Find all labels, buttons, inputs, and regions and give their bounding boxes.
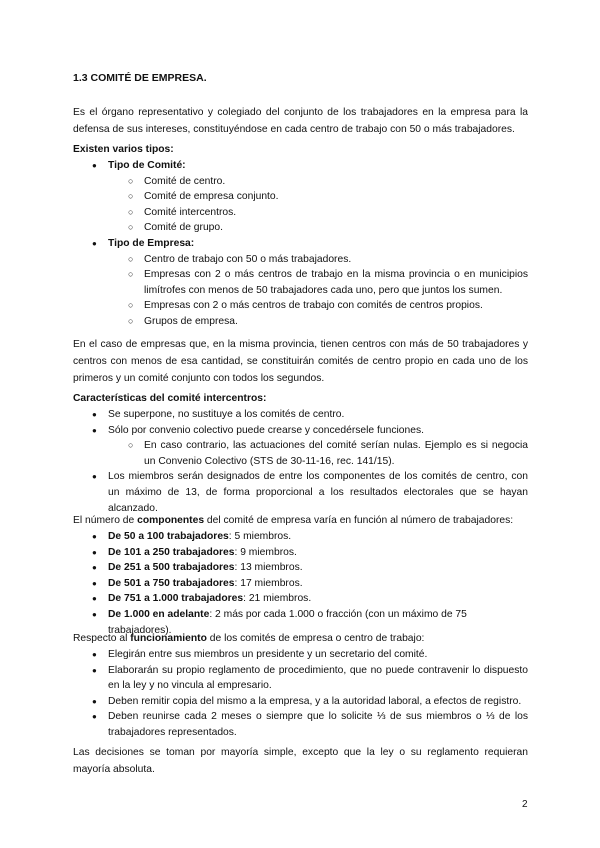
list-item: ● Elegirán entre sus miembros un presidente y un secretario del comité. <box>73 647 528 663</box>
circle-bullet-icon: ○ <box>128 440 134 451</box>
circle-bullet-icon: ○ <box>128 175 134 186</box>
list-item: ● Se superpone, no sustituye a los comités de centro. <box>73 407 528 423</box>
bullet-icon: ● <box>92 665 97 675</box>
funcionamiento-section <box>73 630 528 741</box>
list-item: ● De 50 a 100 trabajadores: 5 miembros. <box>73 529 528 545</box>
list-item: ● De 751 a 1.000 trabajadores: 21 miembros. <box>73 591 528 607</box>
circle-bullet-icon: ○ <box>128 269 134 280</box>
circle-bullet-icon: ○ <box>128 253 134 264</box>
list-item: ○ Centro de trabajo con 50 o más trabajadores. <box>73 252 528 268</box>
circle-bullet-icon: ○ <box>128 315 134 326</box>
section-heading: 1.3 COMITÉ DE EMPRESA. <box>73 72 207 84</box>
bullet-icon: ● <box>92 161 97 170</box>
list-item: ● Elaborarán su propio reglamento de procedimiento, que no puede contravenir lo dispuesto en la ley y no vincula al empresario. <box>92 664 528 692</box>
bullet-icon: ● <box>92 410 97 419</box>
intercentros-title: Características del comité intercentros: <box>73 393 267 404</box>
bullet-icon: ● <box>92 563 97 573</box>
list-item: ○ Comité de centro. <box>73 174 528 190</box>
list-item: ● Tipo de Comité: <box>73 158 528 174</box>
list-item: ● De 251 a 500 trabajadores: 13 miembros. <box>73 560 528 576</box>
empresas-paragraph: En el caso de empresas que, en la misma provincia, tienen centros con más de 50 trabajadores y centros con menos de esa cantidad, se constituirán comités de centro propio en cada uno de los primeros y un comité conjunto con todos los segundos. <box>73 339 528 384</box>
conclusion-paragraph: Las decisiones se toman por mayoría simple, excepto que la ley o su reglamento requieran mayoría absoluta. <box>73 747 528 775</box>
list-item: ● De 1.000 en adelante: 2 más por cada 1.000 o fracción (con un máximo de 75 trabajadores). <box>92 608 467 636</box>
list-item: ○ Comité de empresa conjunto. <box>73 189 528 205</box>
bullet-icon: ● <box>92 472 97 482</box>
list-item: ○ Comité de grupo. <box>73 220 528 236</box>
types-title: Existen varios tipos: <box>73 144 174 155</box>
list-item: ○ Empresas con 2 o más centros de trabajo con comités de centros propios. <box>73 298 528 314</box>
componentes-section <box>73 512 528 638</box>
bullet-icon: ● <box>92 425 97 435</box>
list-item: ○ Empresas con 2 o más centros de trabajo en la misma provincia o en municipios limítrofes con menos de 50 trabajadores cada uno, pero que juntos los sumen. <box>128 269 528 296</box>
bullet-icon: ● <box>92 578 97 588</box>
circle-bullet-icon: ○ <box>128 206 134 217</box>
list-item: ○ Grupos de empresa. <box>73 314 528 330</box>
list-item: ● Deben remitir copia del mismo a la empresa, y a la autoridad laboral, a efectos de registro. <box>73 694 528 710</box>
funcionamiento-intro: Respecto al funcionamiento de los comités de empresa o centro de trabajo: <box>73 633 425 644</box>
list-item: ● De 501 a 750 trabajadores: 17 miembros. <box>73 576 528 592</box>
list-item: ● Sólo por convenio colectivo puede crearse y concedérsele funciones. <box>73 423 528 439</box>
page-number: 2 <box>522 799 528 810</box>
bullet-icon: ● <box>92 696 97 706</box>
bullet-icon: ● <box>92 609 97 619</box>
bullet-icon: ● <box>92 712 97 722</box>
list-item: ● Deben reunirse cada 2 meses o siempre que lo solicite ⅓ de sus miembros o ⅓ de los trabajadores representados. <box>92 711 528 738</box>
circle-bullet-icon: ○ <box>128 300 134 311</box>
bullet-icon: ● <box>92 650 97 659</box>
intro-paragraph: Es el órgano representativo y colegiado del conjunto de los trabajadores en la empresa para la defensa de sus intereses, constituyéndose en cada centro de trabajo con 50 o más trabajadores. <box>73 107 528 135</box>
list-item: ○ En caso contrario, las actuaciones del comité serían nulas. Ejemplo es si negocia un Convenio Colectivo (STS de 30-11-16, rec. 141/15). <box>128 440 528 467</box>
list-item: ● Tipo de Empresa: <box>73 236 528 252</box>
bullet-icon: ● <box>92 594 97 604</box>
intercentros-section <box>73 390 528 516</box>
bullet-icon: ● <box>92 532 97 541</box>
componentes-intro: El número de componentes del comité de empresa varía en función al número de trabajadores: <box>73 515 514 526</box>
circle-bullet-icon: ○ <box>128 191 134 202</box>
list-item: ● De 101 a 250 trabajadores: 9 miembros. <box>73 545 528 561</box>
list-item: ○ Comité intercentros. <box>73 205 528 221</box>
list-item: ● Los miembros serán designados de entre los componentes de los comités de centro, con un máximo de 13, de forma proporcional a los resultados electorales que se hayan alcanzado. <box>92 471 528 514</box>
types-section <box>73 141 528 330</box>
circle-bullet-icon: ○ <box>128 222 134 233</box>
bullet-icon: ● <box>92 547 97 557</box>
bullet-icon: ● <box>92 238 97 248</box>
